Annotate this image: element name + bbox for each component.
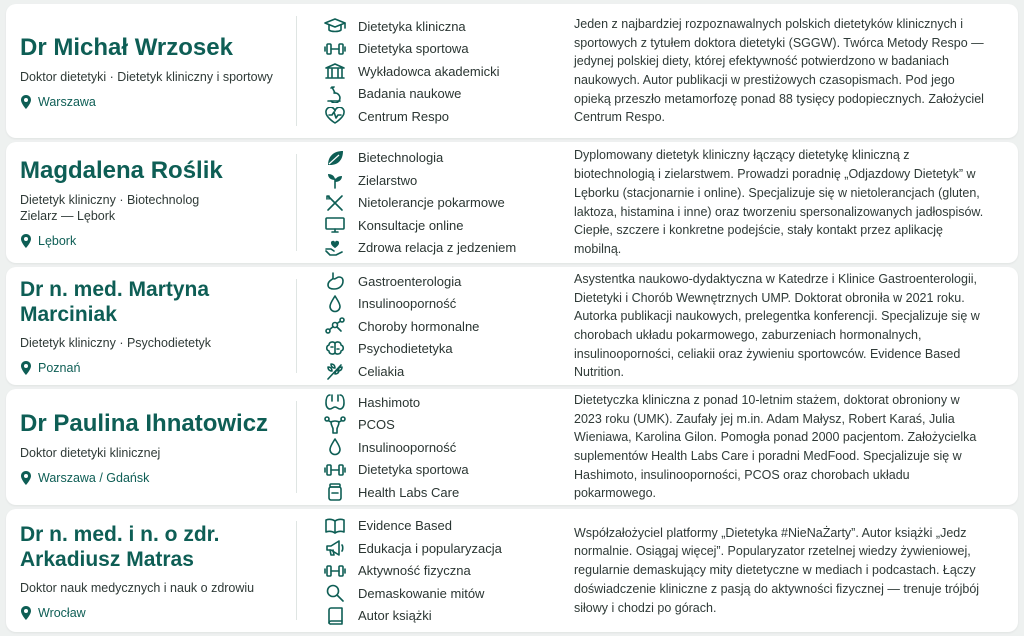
specialty-item [324,39,564,58]
specialty-item [324,272,564,291]
molecule-icon [324,317,346,335]
specialties-list [324,509,564,632]
specialty-label: Hashimoto [358,394,421,410]
specialty-item [324,516,564,535]
expert-subtitle: Doktor nauk medycznych i nauk o zdrowiu [20,580,255,595]
open-book-icon [324,517,346,535]
brain-icon [324,340,346,358]
location-label: Warszawa / Gdańsk [38,470,150,485]
specialty-label: Badania naukowe [358,86,462,101]
specialty-label: Celiakia [358,363,405,379]
description-text: Dyplomowany dietetyk kliniczny łączący dietetykę kliniczną z biotechnologią i zielarstwem. Prowadzi poradnię „Odjazdowy Dietetyk” w Lęborku (stacjonarnie i online). Specjalizuje się w nietolerancjach (gluten, laktoza, histamina i inne) oraz tworzeniu spersonalizowanych jadłospisów. Ciepłe, szczere i konkretne podejście, stały kontakt przez aplikację mobilną. [574,148,984,256]
expert-card [6,4,1018,138]
specialty-label: Zielarstwo [358,172,418,188]
drop-icon [324,438,346,456]
expert-info [20,509,290,632]
specialty-item [324,483,564,502]
specialty-item [324,171,564,190]
book-icon [324,607,346,625]
expert-location [20,471,290,485]
specialty-item [324,584,564,603]
dumbbell-icon [324,40,346,58]
expert-card [6,142,1018,263]
specialty-item [324,148,564,167]
location-pin-icon [20,361,32,375]
handshake-heart-icon [324,239,346,257]
expert-subtitle: Doktor dietetyki · Dietetyk kliniczny i sportowy [20,69,273,84]
expert-subtitle: Doktor dietetyki klinicznej [20,445,161,460]
expert-card [6,267,1018,385]
specialty-item [324,460,564,479]
expert-name: Dr Paulina Ihnatowicz [20,409,269,437]
specialty-label: PCOS [358,417,395,432]
fork-knife-cross-icon [324,194,346,212]
expert-location [20,95,290,109]
expert-name: Dr n. med. Martyna Marciniak [20,278,210,326]
expert-description [574,142,988,263]
specialty-label: Nietolerancje pokarmowe [358,195,505,210]
heart-icon [324,107,346,125]
specialty-label: Bietechnologia [358,150,444,165]
specialty-label: Health Labs Care [358,484,460,500]
expert-info [20,389,290,505]
divider [296,154,297,251]
divider [296,521,297,620]
expert-description [574,509,988,632]
description-text: Współzałożyciel platformy „Dietetyka #NieNaŻarty”. Autor książki „Jedz normalnie. Osiągaj więcej”. Popularyzator rzetelnej wiedzy żywieniowej, regularnie demaskujący mity dietetyczne w mediach i podcastach. Łączy doświadczenie kliniczne z pasją do aktywności fizycznej — trenuje trójbój siłowy i chodzi po górach. [574,525,980,615]
specialty-item [324,62,564,81]
stomach-icon [324,272,346,290]
specialty-item [324,438,564,457]
specialty-label: Evidence Based [358,518,452,533]
specialties-list [324,389,564,505]
description-text: Asystentka naukowo-dydaktyczna w Katedrze i Klinice Gastroenterologii, Dietetyki i Chorób Wewnętrznych UMP. Doktorat obroniła w 2021 roku. Autorka publikacji naukowych, prelegentka konferencji. Specjalizuje się w chorobach układu pokarmowego, zaburzeniach hormonalnych, insulinooporności, celiakii oraz żywieniu sportowców. Evidence Based Nutrition. [574,271,980,380]
specialty-label: Aktywność fizyczna [358,563,471,578]
specialty-label: Wykładowca akademicki [358,63,500,79]
description-text: Dietetyczka kliniczna z ponad 10-letnim stażem, doktorat obroniony w 2023 roku (UMK). Zaufały jej m.in. Adam Małysz, Robert Karaś, Julia Wieniawa, Karolina Gilon. Pomogła ponad 2000 pacjentom. Założycielka suplementów Health Labs Care i poradni MedFood. Specjalizuje się w Hashimoto, insulinooporności, PCOS oraz chorobach układu pokarmowego. [574,392,977,501]
expert-location [20,606,290,620]
specialty-label: Demaskowanie mitów [358,585,485,601]
expert-location [20,361,290,375]
specialty-item [324,362,564,381]
expert-description [574,4,988,138]
specialty-label: Autor książki [358,608,432,623]
graduation-cap-icon [324,17,346,35]
specialty-label: Dietetyka sportowa [358,41,469,56]
specialties-list [324,267,564,385]
expert-description [574,389,988,505]
divider [296,279,297,373]
specialty-item [324,107,564,126]
dumbbell-icon [324,461,346,479]
megaphone-icon [324,539,346,557]
expert-info [20,4,290,138]
microscope-icon [324,85,346,103]
sprout-icon [324,171,346,189]
specialty-label: Psychodietetyka [358,341,453,356]
expert-subtitle: Dietetyk kliniczny · Biotechnolog Zielarz — Lębork [20,193,200,223]
expert-name: Magdalena Roślik [20,157,223,184]
expert-info [20,142,290,263]
divider [296,16,297,126]
specialty-label: Edukacja i popularyzacja [358,540,502,556]
specialty-label: Dietetyka sportowa [358,462,469,477]
magnifier-icon [324,584,346,602]
expert-card [6,389,1018,505]
specialty-label: Gastroenterologia [358,273,462,289]
specialty-item [324,17,564,36]
dumbbell-icon [324,562,346,580]
location-label: Wrocław [38,605,86,620]
thyroid-icon [324,393,346,411]
specialty-label: Konsultacje online [358,217,464,233]
location-label: Warszawa [38,94,96,109]
specialty-label: Centrum Respo [358,108,450,124]
specialty-item [324,238,564,257]
specialty-item [324,415,564,434]
monitor-icon [324,216,346,234]
divider [296,401,297,493]
specialty-item [324,84,564,103]
specialty-item [324,393,564,412]
supplement-jar-icon [324,483,346,501]
description-text: Jeden z najbardziej rozpoznawalnych polskich dietetyków klinicznych i sportowych z tytułem doktora dietetyki (SGGW). Twórca Metody Respo — jedynej polskiej diety, której efektywność potwierdzono w badaniach naukowych. Autor publikacji w prestiżowych czasopismach. Pod jego opieką przeszło metamorfozę ponad 88 tysięcy podopiecznych. Założyciel Centrum Respo. [574,16,984,125]
expert-card [6,509,1018,632]
expert-subtitle: Dietetyk kliniczny · Psychodietetyk [20,336,212,350]
location-pin-icon [20,95,32,109]
expert-description [574,267,988,385]
specialty-item [324,339,564,358]
location-label: Poznań [38,361,81,375]
university-icon [324,62,346,80]
specialty-item [324,216,564,235]
specialty-item [324,561,564,580]
wheat-icon [324,362,346,380]
specialty-label: Insulinooporność [358,439,457,455]
specialty-item [324,539,564,558]
specialty-item [324,317,564,336]
expert-info [20,267,290,385]
specialty-item [324,193,564,212]
location-pin-icon [20,471,32,485]
specialty-label: Zdrowa relacja z jedzeniem [358,240,517,255]
leaf-icon [324,149,346,167]
expert-name: Dr Michał Wrzosek [20,33,233,61]
specialty-label: Choroby hormonalne [358,318,480,334]
specialty-label: Insulinooporność [358,296,457,311]
specialties-list [324,142,564,263]
specialties-list [324,4,564,138]
expert-location [20,234,290,248]
expert-name: Dr n. med. i n. o zdr. Arkadiusz Matras [20,522,220,571]
location-label: Lębork [38,234,77,248]
drop-icon [324,295,346,313]
uterus-icon [324,416,346,434]
specialty-label: Dietetyka kliniczna [358,18,466,34]
location-pin-icon [20,606,32,620]
specialty-item [324,294,564,313]
specialty-item [324,606,564,625]
location-pin-icon [20,234,32,248]
